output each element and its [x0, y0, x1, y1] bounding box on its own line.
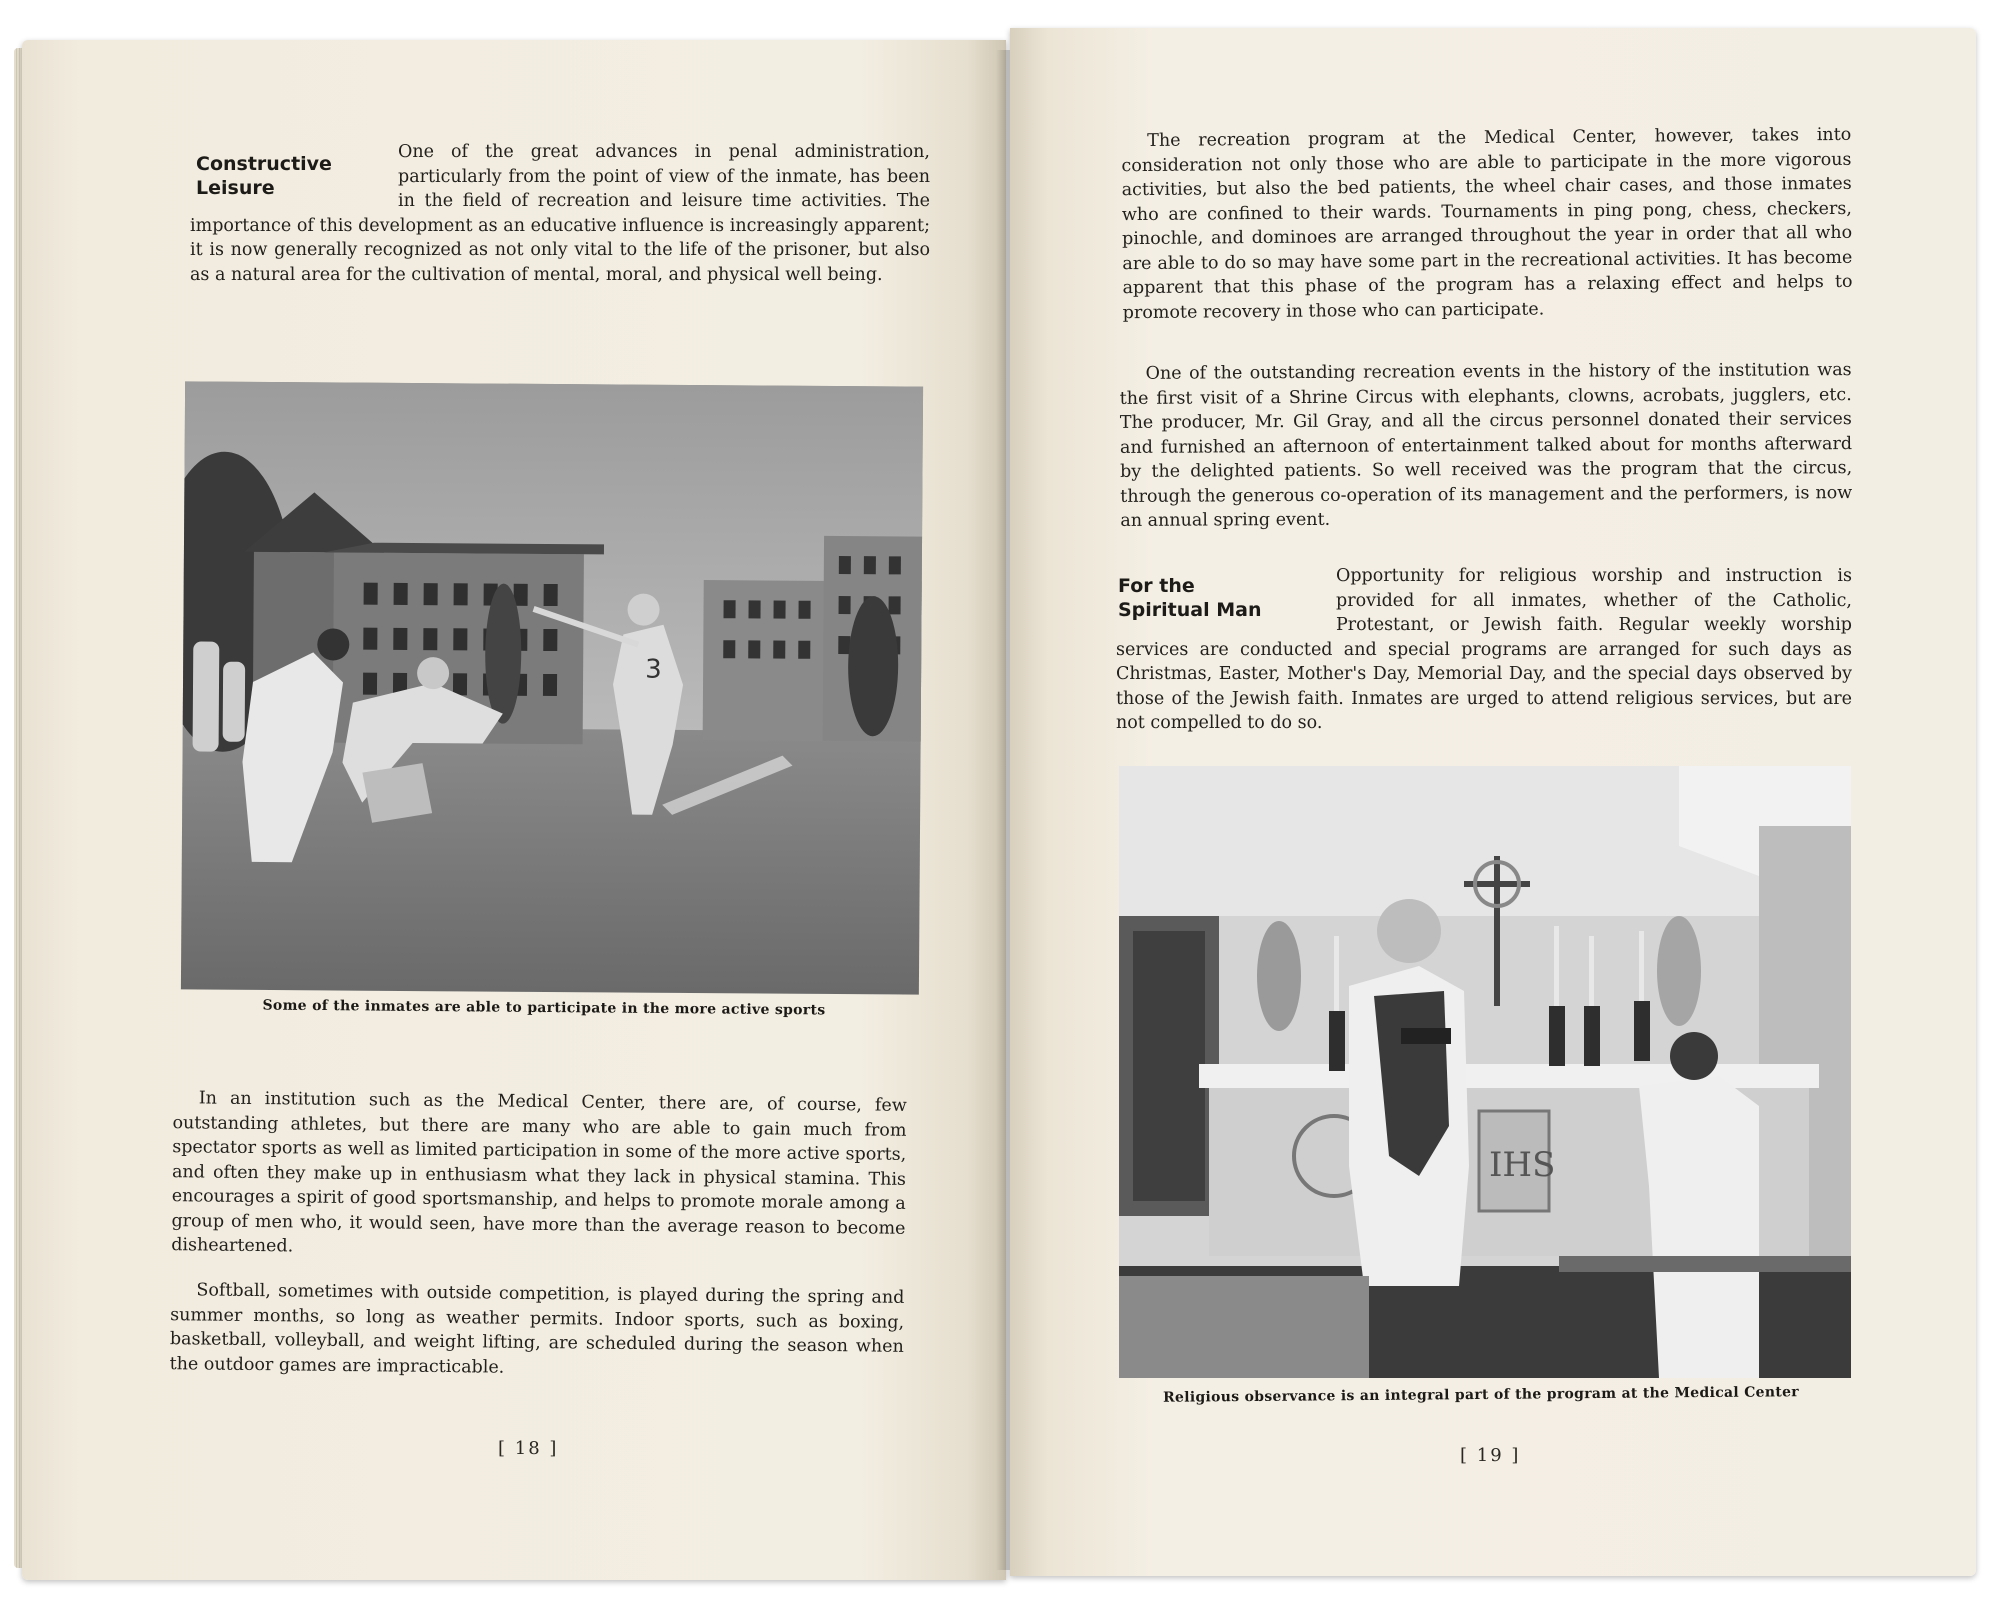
- page-number-19: [ 19 ]: [1460, 1445, 1521, 1466]
- intro-paragraph: One of the great advances in penal administration, particularly from the point of view of the inmate, has been in the field of recreation and leisure time activities. The importance of this development as an educative influence is increasingly apparent; it is now generally recognized as not only vital to the life of the prisoner, but also as a natural area for the cultivation of mental, moral, and physical well being.: [190, 142, 930, 285]
- paragraph-religious-worship: Opportunity for religious worship and instruction is provided for all inmates, whether of the Catholic, Protestant, or Jewish faith. Regular weekly worship services are conducted and special programs are arranged for such days as Christmas, Easter, Mother's Day, Memorial Day, and the special days observed by those of the Jewish faith. Inmates are urged to attend religious services, but are not compelled to do so.: [1116, 566, 1852, 733]
- page-number-18: [ 18 ]: [498, 1438, 559, 1459]
- left-photo-caption: Some of the inmates are able to participate in the more active sports: [262, 997, 826, 1019]
- paragraph-recreation-program: The recreation program at the Medical Center, however, takes into consideration not only those who are able to participate in the more vigorous activities, but also the bed patients, the wheel chair cases, and those inmates who are confined to their wards. Tournaments in ping pong, chess, checkers, pinochle, and dominoes are arranged throughout the year in order that all who are able to do so may have some part in the recreational activities. It has become apparent that this phase of the program has a relaxing effect and helps to promote recovery in those who can participate.: [1121, 124, 1853, 323]
- chapel-photo: [1119, 766, 1851, 1378]
- paragraph-softball: Softball, sometimes with outside competition, is played during the spring and summer months, so long as weather permits. Indoor sports, such as boxing, basketball, volleyball, and weight lifting, are scheduled during the season when the outdoor games are impracticable.: [169, 1280, 905, 1378]
- svg-text:IHS: IHS: [1489, 1145, 1556, 1185]
- right-photo-caption: Religious observance is an integral part of the program at the Medical Center: [1162, 1384, 1800, 1406]
- section-heading-constructive-leisure: Constructive Leisure: [196, 153, 332, 199]
- section-heading-spiritual-man: For the Spiritual Man: [1118, 575, 1262, 621]
- softball-photo-image: [181, 381, 923, 994]
- softball-photo: [181, 381, 923, 994]
- paragraph-shrine-circus: One of the outstanding recreation events in the history of the institution was the first visit of a Shrine Circus with elephants, clowns, acrobats, jugglers, etc. The producer, Mr. Gil Gray, and all the circus personnel donated their services and furnished an afternoon of entertainment talked about for months afterward by the delighted patients. So well received was the program that the circus, through the generous co-operation of its management and the performers, is now an annual spring event.: [1119, 360, 1853, 531]
- paragraph-sports: In an institution such as the Medical Center, there are, of course, few outstanding athletes, but there are many who are able to gain much from spectator sports as well as limited participation in some of the more active sports, and often they make up in enthusiasm what they lack in physical stamina. This encourages a spirit of good sportsmanship, and helps to promote morale among a group of men who, it would seen, have more than the average reason to become disheartened.: [171, 1088, 907, 1257]
- svg-text:3: 3: [645, 654, 662, 685]
- chapel-photo-image: [1119, 766, 1851, 1378]
